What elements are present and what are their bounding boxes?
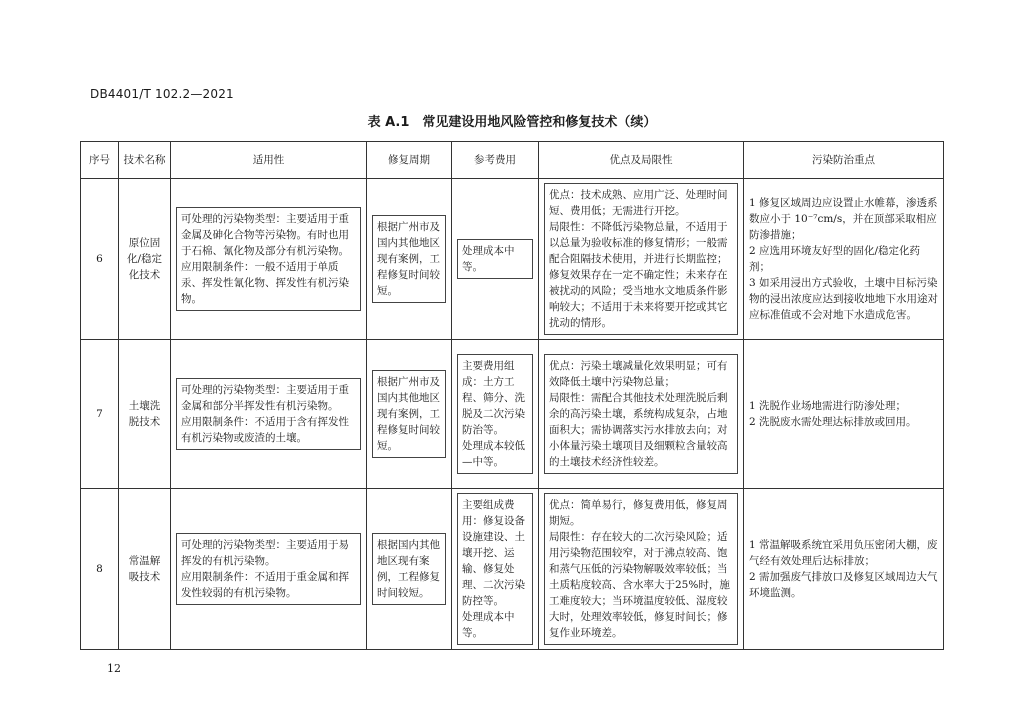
pros-cons-cell: [539, 179, 744, 340]
cost-text: 处理成本中等。: [462, 611, 515, 639]
cons-text: 局限性：存在较大的二次污染风险；适用污染物范围较窄，对于沸点较高、饱和蒸气压低的污染物解吸效率较低；当土质粘度较高、含水率大于25%时，施工难度较大；当环境温度较低、湿度较大时，处理效率较低，修复时间长；修复作业环境差。: [549, 531, 730, 639]
focus-item: 2 洗脱废水需处理达标排放或回用。: [749, 416, 917, 428]
focus-item: 1 修复区域周边应设置止水帷幕，渗透系数应小于 10⁻⁷cm/s，并在顶部采取相应防渗措施；: [749, 197, 938, 241]
pros-cons-box: [544, 183, 738, 335]
focus-item: 2 应选用环境友好型的固化/稳定化药剂；: [749, 245, 921, 273]
header-tech: 技术名称: [119, 142, 171, 179]
row-no: 8: [81, 489, 119, 650]
tech-name: 常温解吸技术: [119, 489, 171, 650]
cost-text: 处理成本较低—中等。: [462, 440, 525, 468]
pros-cons-cell: [539, 340, 744, 489]
applicability-text: 应用限制条件：一般不适用于单质汞、挥发性氰化物、挥发性有机污染物。: [181, 261, 349, 305]
applicability-text: 可处理的污染物类型：主要适用于易挥发的有机污染物。: [181, 539, 349, 567]
pros-cons-box: [544, 493, 738, 645]
focus-item: 3 如采用浸出方式验收，土壤中目标污染物的浸出浓度应达到接收地地下水用途对应标准值或不会对地下水造成危害。: [749, 277, 938, 321]
applicability-box: [176, 533, 361, 605]
remediation-table: [80, 141, 944, 650]
focus-item: 1 常温解吸系统宜采用负压密闭大棚，废气经有效处理后达标排放；: [749, 539, 938, 567]
applicability-text: 应用限制条件：不适用于重金属和挥发性较弱的有机污染物。: [181, 571, 349, 599]
period-text: 根据广州市及国内其他地区现有案例，工程修复时间较短。: [372, 215, 446, 303]
cost-cell: [452, 340, 539, 489]
applicability-cell: [171, 340, 367, 489]
table-caption: 表 A.1 常见建设用地风险管控和修复技术（续）: [367, 115, 657, 130]
table-row: [81, 340, 944, 489]
row-no: 6: [81, 179, 119, 340]
table-header-row: [81, 142, 944, 179]
applicability-text: 可处理的污染物类型：主要适用于重金属和部分半挥发性有机污染物。: [181, 384, 349, 412]
focus-cell: [744, 179, 944, 340]
table-row: [81, 179, 944, 340]
period-cell: [367, 179, 452, 340]
applicability-cell: [171, 489, 367, 650]
table-row: [81, 489, 944, 650]
focus-item: 2 需加强废气排放口及修复区域周边大气环境监测。: [749, 571, 938, 599]
focus-cell: [744, 489, 944, 650]
cons-text: 局限性：需配合其他技术处理洗脱后剩余的高污染土壤，系统构成复杂，占地面积大；需协调落实污水排放去向；对小体量污染土壤项目及细颗粒含量较高的土壤技术经济性较差。: [549, 392, 728, 468]
tech-name: 土壤洗脱技术: [119, 340, 171, 489]
page-number: 12: [107, 662, 121, 675]
cost-text: 处理成本中等。: [462, 245, 515, 273]
cost-text: 主要费用组成：土方工程、筛分、洗脱及二次污染防治等。: [462, 360, 525, 436]
period-cell: [367, 340, 452, 489]
pros-cons-cell: [539, 489, 744, 650]
applicability-text: 可处理的污染物类型：主要适用于重金属及砷化合物等污染物。有时也用于石棉、氰化物及部分有机污染物。: [181, 213, 349, 257]
period-text: 根据广州市及国内其他地区现有案例，工程修复时间较短。: [372, 370, 446, 458]
cons-text: 局限性：不降低污染物总量，不适用于以总量为验收标准的修复情形；一般需配合阻隔技术使用，并进行长期监控；修复效果存在一定不确定性；未来存在被扰动的风险；受当地水文地质条件影响较大；不适用于未来将要开挖或其它扰动的情形。: [549, 221, 728, 329]
header-focus: 污染防治重点: [744, 142, 944, 179]
pros-text: 优点：污染土壤减量化效果明显；可有效降低土壤中污染物总量；: [549, 360, 728, 388]
cost-box: [457, 239, 533, 279]
cost-text: 主要组成费用：修复设备设施建设、土壤开挖、运输、修复处理、二次污染防控等。: [462, 499, 525, 607]
header-applicability: 适用性: [171, 142, 367, 179]
header-period: 修复周期: [367, 142, 452, 179]
focus-item: 1 洗脱作业场地需进行防渗处理；: [749, 400, 907, 412]
applicability-box: [176, 207, 361, 311]
period-text: 根据国内其他地区现有案例，工程修复时间较短。: [372, 533, 446, 605]
cost-cell: [452, 179, 539, 340]
cost-box: [457, 354, 533, 474]
pros-text: 优点：简单易行，修复费用低，修复周期短。: [549, 499, 728, 527]
pros-text: 优点：技术成熟、应用广泛、处理时间短、费用低；无需进行开挖。: [549, 189, 728, 217]
cost-box: [457, 493, 533, 645]
cost-cell: [452, 489, 539, 650]
applicability-cell: [171, 179, 367, 340]
standard-id: DB4401/T 102.2—2021: [90, 87, 234, 101]
header-cost: 参考费用: [452, 142, 539, 179]
period-cell: [367, 489, 452, 650]
applicability-box: [176, 378, 361, 450]
applicability-text: 应用限制条件：不适用于含有挥发性有机污染物或废渣的土壤。: [181, 416, 349, 444]
header-no: 序号: [81, 142, 119, 179]
row-no: 7: [81, 340, 119, 489]
tech-name: 原位固化/稳定化技术: [119, 179, 171, 340]
pros-cons-box: [544, 354, 738, 474]
header-pros-cons: 优点及局限性: [539, 142, 744, 179]
focus-cell: [744, 340, 944, 489]
